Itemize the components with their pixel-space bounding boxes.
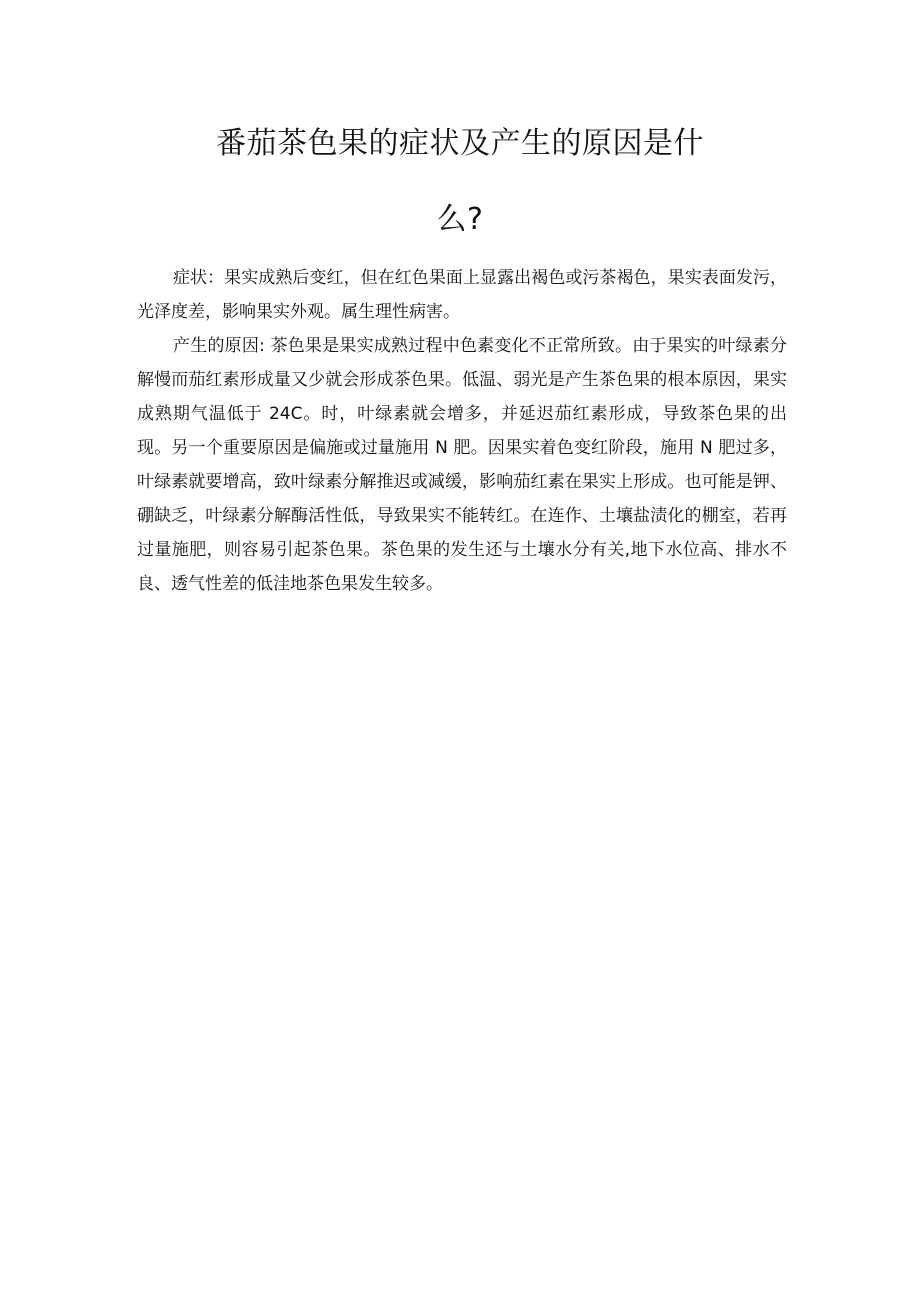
document-title-line-1: 番茄茶色果的症状及产生的原因是什 <box>216 126 704 161</box>
document-title-line-2: 么? <box>436 202 484 237</box>
causes-paragraph: 产生的原因: 茶色果是果实成熟过程中色素变化不正常所致。由于果实的叶绿素分解慢而茄红素形成量又少就会形成茶色果。低温、弱光是产生茶色果的根本原因，果实成熟期气温低于 24C。时，叶绿素就会增多，并延迟茄红素形成，导致茶色果的出现。另一个重要原因是偏施或过量施用 N 肥。因果实着色变红阶段，施用 N 肥过多，叶绿素就要增高，致叶绿素分解推迟或减缓，影响茄红素在果实上形成。也可能是钾、硼缺乏，叶绿素分解酶活性低，导致果实不能转红。在连作、土壤盐渍化的棚室，若再过量施肥，则容易引起茶色果。茶色果的发生还与土壤水分有关,地下水位高、排水不良、透气性差的低洼地茶色果发生较多。 <box>137 336 787 594</box>
symptoms-paragraph: 症状：果实成熟后变红，但在红色果面上显露出褐色或污茶褐色，果实表面发污，光泽度差，影响果实外观。属生理性病害。 <box>137 268 787 322</box>
document-body <box>137 261 787 601</box>
